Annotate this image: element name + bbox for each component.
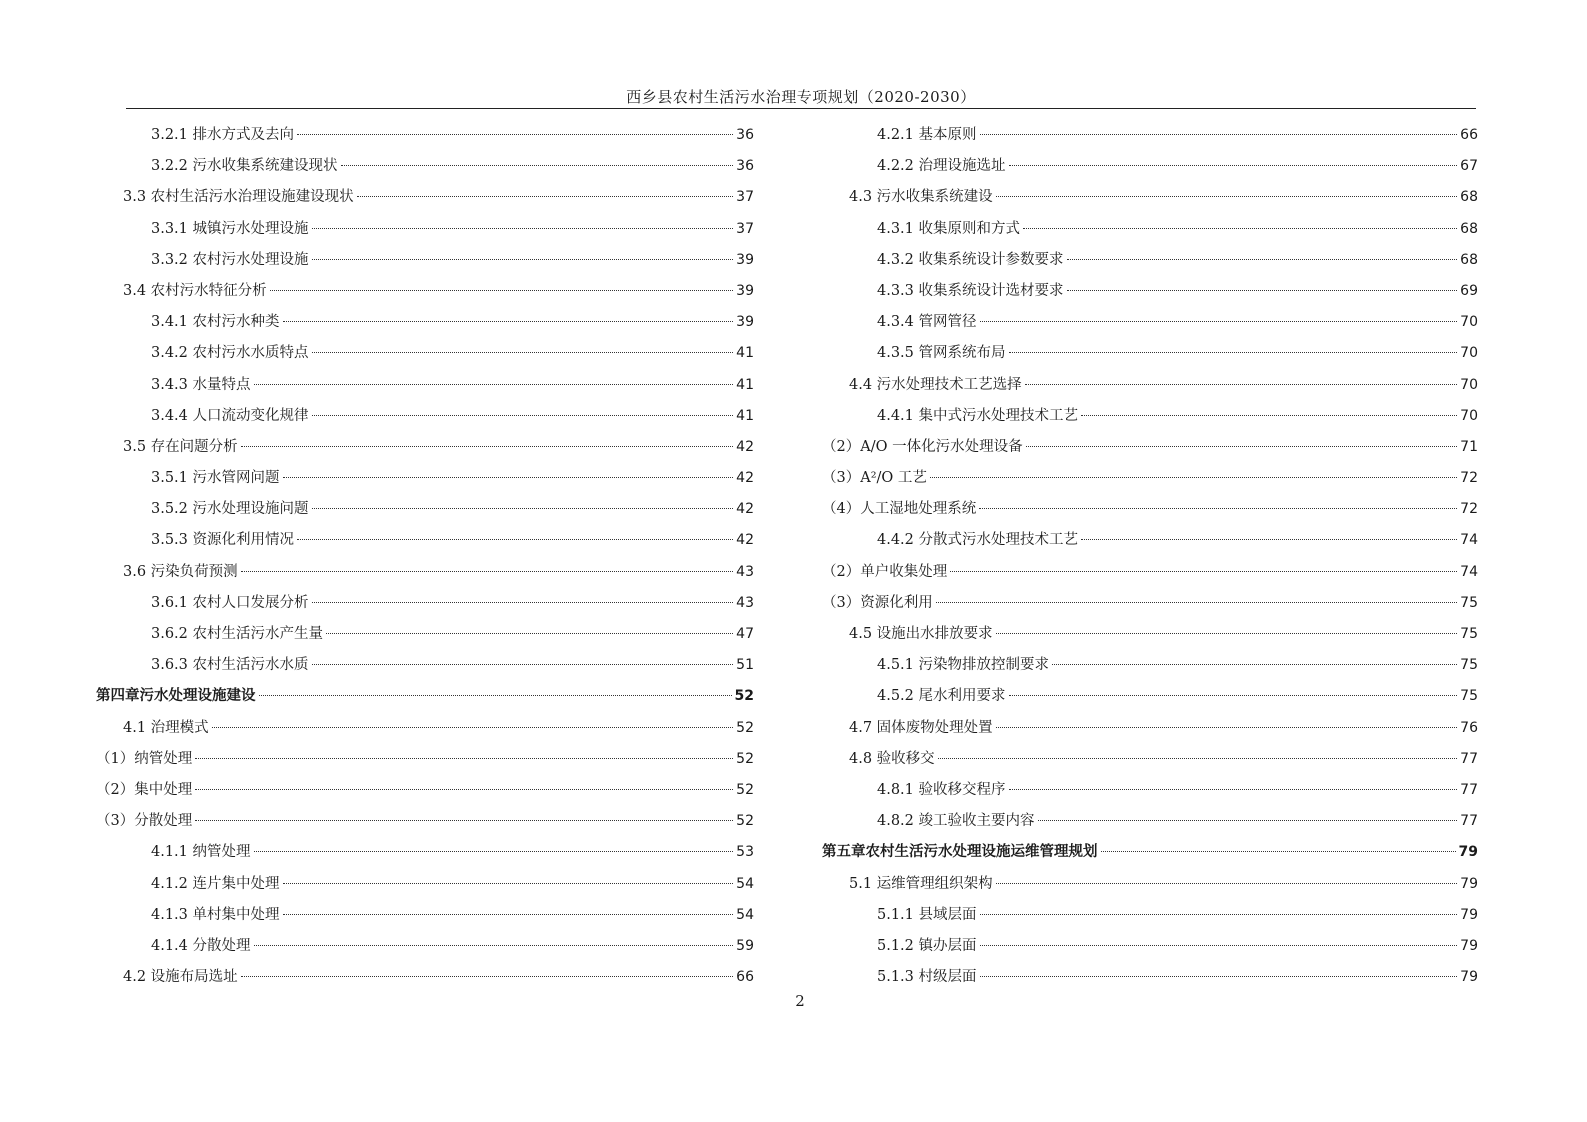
toc-entry[interactable]: [822, 744, 1478, 775]
toc-entry-page: 39: [736, 282, 754, 299]
toc-entry[interactable]: [96, 650, 754, 681]
toc-entry[interactable]: [96, 276, 754, 307]
toc-entry[interactable]: [822, 307, 1478, 338]
toc-entry[interactable]: [96, 182, 754, 213]
toc-dot-leader: [254, 945, 734, 946]
toc-entry-label: 3.3.1 城镇污水处理设施: [151, 220, 309, 237]
toc-entry-page: 74: [1460, 532, 1478, 549]
toc-entry-label: 3.2.1 排水方式及去向: [151, 127, 295, 143]
toc-dot-leader: [980, 976, 1458, 977]
toc-entry-label: 3.5.2 污水处理设施问题: [151, 501, 309, 518]
toc-dot-leader: [212, 727, 734, 728]
toc-entry-page: 77: [1460, 750, 1478, 767]
toc-entry[interactable]: [822, 869, 1478, 900]
toc-entry-page: 70: [1460, 376, 1478, 393]
toc-entry-label: 4.3 污水收集系统建设: [849, 189, 993, 206]
toc-entry-page: 53: [736, 844, 754, 861]
toc-entry-label: 3.6 污染负荷预测: [123, 563, 238, 580]
toc-entry-page: 41: [736, 345, 754, 362]
toc-entry-label: 5.1.2 镇办层面: [877, 937, 977, 954]
toc-entry-label: 5.1 运维管理组织架构: [849, 875, 993, 892]
toc-entry-page: 74: [1460, 563, 1478, 580]
toc-entry[interactable]: [822, 214, 1478, 245]
toc-entry-label: （3）分散处理: [96, 813, 193, 830]
page-number: 2: [795, 992, 805, 1010]
toc-entry-page: 52: [736, 750, 754, 767]
toc-entry-label: 3.3 农村生活污水治理设施建设现状: [123, 189, 354, 206]
toc-entry[interactable]: [96, 245, 754, 276]
toc-dot-leader: [270, 290, 734, 291]
toc-entry-page: 59: [736, 937, 754, 954]
toc-entry[interactable]: [96, 775, 754, 806]
toc-entry-page: 68: [1460, 189, 1478, 206]
toc-entry[interactable]: [96, 837, 754, 868]
toc-entry-label: 3.4.2 农村污水水质特点: [151, 345, 309, 362]
toc-entry-label: 3.6.2 农村生活污水产生量: [151, 626, 324, 642]
toc-entry[interactable]: [96, 962, 754, 993]
toc-dot-leader: [1009, 352, 1458, 353]
toc-dot-leader: [996, 883, 1458, 884]
toc-entry-page: 79: [1458, 844, 1478, 861]
toc-dot-leader: [1067, 259, 1458, 260]
toc-dot-leader: [357, 196, 734, 197]
toc-dot-leader: [1052, 664, 1457, 665]
toc-entry-page: 52: [736, 813, 754, 830]
toc-dot-leader: [254, 851, 734, 852]
toc-dot-leader: [283, 914, 734, 915]
toc-dot-leader: [1101, 851, 1456, 852]
toc-entry-page: 42: [736, 532, 754, 549]
toc-dot-leader: [312, 415, 734, 416]
toc-entry[interactable]: [96, 931, 754, 962]
toc-column-left: [96, 120, 754, 993]
toc-dot-leader: [1009, 789, 1458, 790]
toc-entry-page: 41: [736, 376, 754, 393]
toc-entry[interactable]: [96, 151, 754, 182]
toc-dot-leader: [1038, 820, 1458, 821]
toc-entry[interactable]: [96, 557, 754, 588]
toc-entry[interactable]: [96, 214, 754, 245]
toc-entry-label: 4.5 设施出水排放要求: [849, 626, 993, 642]
toc-entry-label: 4.3.1 收集原则和方式: [877, 220, 1021, 237]
toc-dot-leader: [996, 727, 1458, 728]
toc-dot-leader: [312, 602, 734, 603]
toc-dot-leader: [996, 196, 1458, 197]
toc-entry[interactable]: [822, 338, 1478, 369]
toc-entry-page: 37: [736, 189, 754, 206]
toc-entry-page: 51: [736, 657, 754, 674]
toc-entry-page: 52: [736, 719, 754, 736]
toc-dot-leader: [297, 134, 733, 135]
toc-entry[interactable]: [96, 525, 754, 556]
toc-entry-label: 4.1.3 单村集中处理: [151, 906, 280, 923]
toc-entry[interactable]: [822, 432, 1478, 463]
toc-dot-leader: [1081, 415, 1457, 416]
toc-entry-page: 36: [736, 127, 754, 143]
toc-entry[interactable]: [96, 900, 754, 931]
toc-dot-leader: [1009, 165, 1458, 166]
toc-dot-leader: [996, 633, 1458, 634]
toc-dot-leader: [1067, 290, 1458, 291]
toc-entry-page: 76: [1460, 719, 1478, 736]
toc-entry[interactable]: [822, 619, 1478, 650]
toc-entry-label: 4.1.1 纳管处理: [151, 844, 251, 861]
toc-entry-page: 37: [736, 220, 754, 237]
toc-entry-label: 4.1 治理模式: [123, 719, 209, 736]
toc-entry[interactable]: [822, 681, 1478, 712]
toc-entry-page: 36: [736, 158, 754, 175]
toc-dot-leader: [312, 664, 734, 665]
toc-entry-page: 42: [736, 470, 754, 487]
toc-dot-leader: [195, 758, 733, 759]
toc-dot-leader: [936, 602, 1457, 603]
toc-dot-leader: [312, 228, 734, 229]
toc-entry-label: 4.2.2 治理设施选址: [877, 158, 1006, 175]
toc-entry-label: 4.8.2 竣工验收主要内容: [877, 813, 1035, 830]
toc-entry-label: （1）纳管处理: [96, 750, 193, 767]
toc-entry-page: 72: [1460, 470, 1478, 487]
toc-entry[interactable]: [96, 806, 754, 837]
toc-entry[interactable]: [822, 120, 1478, 151]
toc-entry-label: 4.2 设施布局选址: [123, 969, 238, 986]
toc-entry-page: 66: [736, 969, 754, 986]
toc-dot-leader: [341, 165, 734, 166]
toc-entry-label: 4.4 污水处理技术工艺选择: [849, 376, 1022, 393]
toc-entry-label: 4.3.2 收集系统设计参数要求: [877, 251, 1064, 268]
toc-entry-page: 70: [1460, 345, 1478, 362]
toc-entry[interactable]: [822, 370, 1478, 401]
toc-entry[interactable]: [822, 900, 1478, 931]
toc-dot-leader: [326, 633, 733, 634]
toc-entry-page: 70: [1460, 314, 1478, 331]
toc-entry-page: 79: [1460, 937, 1478, 954]
toc-entry-label: 4.5.1 污染物排放控制要求: [877, 657, 1050, 674]
toc-chapter-entry[interactable]: [822, 837, 1478, 868]
toc-entry[interactable]: [822, 494, 1478, 525]
toc-dot-leader: [297, 539, 733, 540]
toc-entry-page: 47: [736, 626, 754, 642]
toc-entry-label: （2）A/O 一体化污水处理设备: [822, 438, 1023, 455]
toc-entry-label: 5.1.1 县域层面: [877, 906, 977, 923]
toc-entry-page: 79: [1460, 969, 1478, 986]
toc-entry[interactable]: [96, 463, 754, 494]
toc-entry-label: 4.8.1 验收移交程序: [877, 781, 1006, 798]
toc-entry-label: 3.4.3 水量特点: [151, 376, 251, 393]
toc-entry[interactable]: [96, 713, 754, 744]
toc-entry[interactable]: [822, 713, 1478, 744]
toc-dot-leader: [259, 695, 732, 696]
toc-entry[interactable]: [96, 869, 754, 900]
toc-entry-label: 4.4.1 集中式污水处理技术工艺: [877, 407, 1079, 424]
header-divider: [126, 108, 1476, 109]
toc-entry[interactable]: [822, 806, 1478, 837]
toc-entry[interactable]: [822, 463, 1478, 494]
toc-dot-leader: [980, 914, 1458, 915]
toc-entry-label: 3.6.1 农村人口发展分析: [151, 594, 309, 611]
toc-entry-page: 39: [736, 314, 754, 331]
toc-entry-label: （3）资源化利用: [822, 594, 933, 611]
toc-entry-label: 4.8 验收移交: [849, 750, 935, 767]
toc-dot-leader: [283, 883, 734, 884]
toc-entry-label: 4.5.2 尾水利用要求: [877, 688, 1006, 705]
toc-entry-label: 4.2.1 基本原则: [877, 127, 977, 143]
toc-dot-leader: [980, 321, 1458, 322]
toc-entry[interactable]: [96, 307, 754, 338]
toc-entry[interactable]: [822, 962, 1478, 993]
toc-entry[interactable]: [822, 401, 1478, 432]
toc-entry-page: 39: [736, 251, 754, 268]
toc-entry[interactable]: [822, 650, 1478, 681]
toc-entry-label: 4.3.3 收集系统设计选材要求: [877, 282, 1064, 299]
toc-dot-leader: [283, 321, 734, 322]
toc-dot-leader: [1081, 539, 1457, 540]
toc-entry-page: 52: [734, 688, 754, 705]
toc-entry-label: 3.6.3 农村生活污水水质: [151, 657, 309, 674]
toc-dot-leader: [930, 477, 1457, 478]
toc-entry[interactable]: [822, 775, 1478, 806]
toc-entry-label: 3.2.2 污水收集系统建设现状: [151, 158, 338, 175]
toc-entry-label: 4.7 固体废物处理处置: [849, 719, 993, 736]
toc-dot-leader: [1026, 446, 1458, 447]
toc-dot-leader: [312, 352, 734, 353]
toc-dot-leader: [979, 508, 1457, 509]
toc-entry-label: 3.4 农村污水特征分析: [123, 282, 267, 299]
toc-entry[interactable]: [96, 744, 754, 775]
toc-entry-label: （4）人工湿地处理系统: [822, 501, 977, 518]
toc-entry-label: 5.1.3 村级层面: [877, 969, 977, 986]
toc-dot-leader: [1025, 384, 1458, 385]
toc-chapter-entry[interactable]: [96, 681, 754, 712]
document-header-title: 西乡县农村生活污水治理专项规划（2020-2030）: [626, 88, 976, 106]
toc-entry-page: 66: [1460, 127, 1478, 143]
toc-entry-label: 3.5.1 污水管网问题: [151, 470, 280, 487]
toc-entry-label: 4.1.2 连片集中处理: [151, 875, 280, 892]
toc-entry-page: 54: [736, 875, 754, 892]
toc-dot-leader: [195, 789, 733, 790]
toc-entry[interactable]: [822, 182, 1478, 213]
toc-entry[interactable]: [822, 525, 1478, 556]
toc-entry-page: 43: [736, 563, 754, 580]
toc-entry-page: 43: [736, 594, 754, 611]
toc-entry-page: 75: [1460, 594, 1478, 611]
toc-entry[interactable]: [96, 432, 754, 463]
toc-entry[interactable]: [96, 588, 754, 619]
toc-entry-page: 52: [736, 781, 754, 798]
toc-dot-leader: [195, 820, 733, 821]
toc-entry[interactable]: [96, 401, 754, 432]
toc-entry-page: 72: [1460, 501, 1478, 518]
toc-entry-label: 3.4.4 人口流动变化规律: [151, 407, 309, 424]
toc-dot-leader: [938, 758, 1458, 759]
toc-entry-label: 第五章农村生活污水处理设施运维管理规划: [822, 844, 1098, 861]
toc-dot-leader: [950, 571, 1457, 572]
toc-entry-label: 4.3.5 管网系统布局: [877, 345, 1006, 362]
toc-entry-label: 4.3.4 管网管径: [877, 314, 977, 331]
toc-dot-leader: [283, 477, 734, 478]
toc-entry-page: 79: [1460, 875, 1478, 892]
toc-dot-leader: [312, 508, 734, 509]
toc-entry-page: 54: [736, 906, 754, 923]
toc-entry-label: （2）单户收集处理: [822, 563, 948, 580]
toc-dot-leader: [241, 976, 734, 977]
toc-entry[interactable]: [96, 120, 754, 151]
toc-entry[interactable]: [822, 588, 1478, 619]
toc-dot-leader: [1009, 695, 1458, 696]
toc-entry-page: 75: [1460, 688, 1478, 705]
toc-entry-label: 3.3.2 农村污水处理设施: [151, 251, 309, 268]
toc-entry-page: 42: [736, 501, 754, 518]
toc-entry[interactable]: [822, 557, 1478, 588]
toc-entry-label: 3.5 存在问题分析: [123, 438, 238, 455]
toc-entry-label: 3.5.3 资源化利用情况: [151, 532, 295, 549]
toc-dot-leader: [241, 446, 734, 447]
toc-entry-label: 4.1.4 分散处理: [151, 937, 251, 954]
toc-entry-page: 41: [736, 407, 754, 424]
toc-entry-page: 79: [1460, 906, 1478, 923]
toc-entry[interactable]: [96, 494, 754, 525]
toc-dot-leader: [1023, 228, 1457, 229]
toc-dot-leader: [254, 384, 734, 385]
toc-dot-leader: [980, 134, 1458, 135]
toc-entry-page: 42: [736, 438, 754, 455]
toc-entry[interactable]: [96, 338, 754, 369]
toc-column-right: [822, 120, 1478, 993]
toc-entry-page: 77: [1460, 781, 1478, 798]
toc-entry-label: 3.4.1 农村污水种类: [151, 314, 280, 331]
toc-entry-label: （2）集中处理: [96, 781, 193, 798]
toc-entry[interactable]: [96, 619, 754, 650]
toc-entry-page: 75: [1460, 626, 1478, 642]
toc-entry-page: 68: [1460, 251, 1478, 268]
toc-entry-page: 70: [1460, 407, 1478, 424]
toc-dot-leader: [980, 945, 1458, 946]
toc-entry-page: 69: [1460, 282, 1478, 299]
toc-dot-leader: [312, 259, 734, 260]
toc-entry-label: 4.4.2 分散式污水处理技术工艺: [877, 532, 1079, 549]
toc-entry[interactable]: [822, 245, 1478, 276]
toc-entry-page: 75: [1460, 657, 1478, 674]
toc-entry-page: 77: [1460, 813, 1478, 830]
toc-entry[interactable]: [822, 151, 1478, 182]
toc-entry-page: 68: [1460, 220, 1478, 237]
toc-entry-page: 71: [1460, 438, 1478, 455]
toc-entry[interactable]: [822, 931, 1478, 962]
toc-entry-label: （3）A²/O 工艺: [822, 470, 927, 487]
toc-entry[interactable]: [96, 370, 754, 401]
toc-entry-label: 第四章污水处理设施建设: [96, 688, 256, 705]
toc-entry-page: 67: [1460, 158, 1478, 175]
toc-entry[interactable]: [822, 276, 1478, 307]
toc-dot-leader: [241, 571, 734, 572]
